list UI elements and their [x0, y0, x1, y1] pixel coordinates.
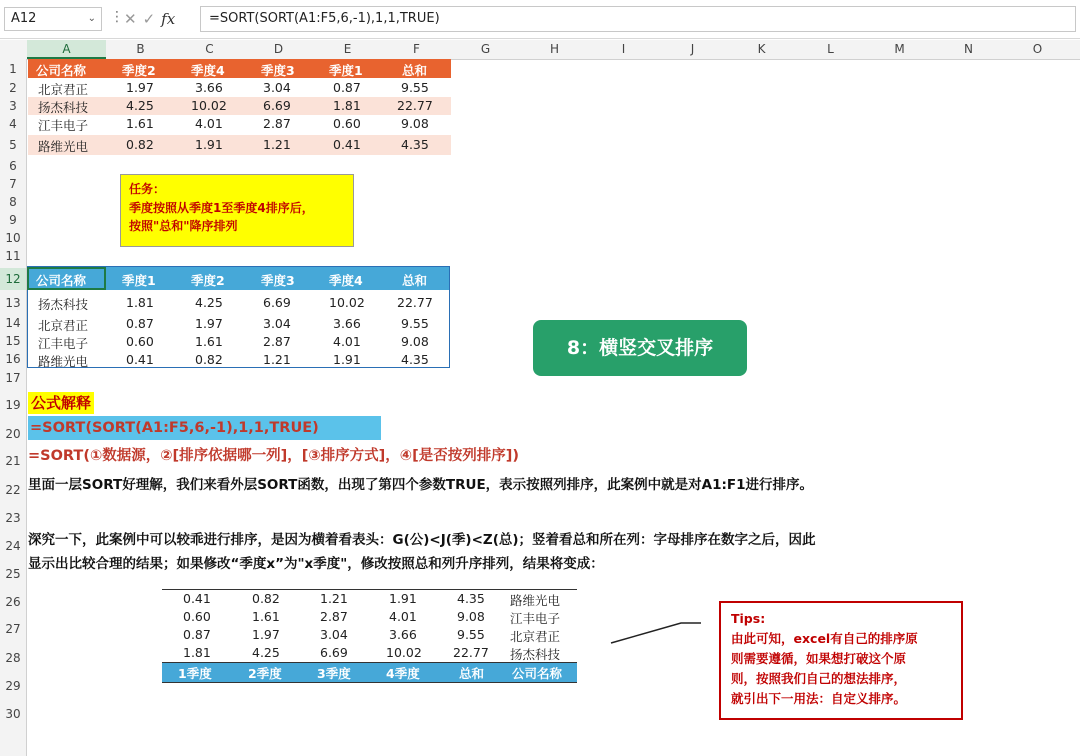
- table-cell[interactable]: 3.66: [389, 627, 417, 642]
- table-cell[interactable]: 4.25: [252, 645, 280, 660]
- table-cell[interactable]: 0.87: [333, 80, 361, 95]
- task-note: [120, 174, 354, 247]
- header-cell[interactable]: 季度2: [122, 63, 156, 78]
- table-cell[interactable]: 2.87: [320, 609, 348, 624]
- table-cell[interactable]: 江丰电子: [510, 611, 561, 626]
- table-cell[interactable]: 0.41: [183, 591, 211, 606]
- table-cell[interactable]: 2.87: [263, 116, 291, 131]
- table-cell[interactable]: 北京君正: [510, 629, 561, 644]
- col-header-c[interactable]: C: [205, 42, 214, 56]
- row-header[interactable]: 7: [9, 177, 17, 191]
- table-cell[interactable]: 1.21: [263, 137, 291, 152]
- tips-line: 由此可知，excel有自己的排序原: [731, 631, 918, 646]
- table-cell[interactable]: 路维光电: [38, 354, 89, 369]
- header-cell[interactable]: 季度3: [261, 63, 295, 78]
- header-cell[interactable]: 总和: [402, 273, 428, 288]
- row-header[interactable]: 3: [9, 99, 17, 113]
- row-header[interactable]: 21: [5, 454, 21, 468]
- table-cell[interactable]: 4.25: [126, 98, 154, 113]
- task-line: 按照"总和"降序排列: [129, 219, 238, 233]
- header-cell[interactable]: 季度4: [191, 63, 225, 78]
- connector-line: [606, 618, 706, 648]
- table-cell[interactable]: 0.41: [333, 137, 361, 152]
- header-cell[interactable]: 公司名称: [36, 63, 87, 78]
- table-cell[interactable]: 3.66: [195, 80, 223, 95]
- table-cell[interactable]: 北京君正: [38, 318, 89, 333]
- confirm-icon[interactable]: ✓: [142, 10, 162, 28]
- table-cell[interactable]: 路维光电: [510, 593, 561, 608]
- formula-icons: [124, 6, 194, 32]
- table-cell[interactable]: 3.04: [320, 627, 348, 642]
- col-header-m[interactable]: M: [894, 42, 905, 56]
- table-cell[interactable]: 4.35: [401, 137, 429, 152]
- explain-formula: =SORT(SORT(A1:F5,6,-1),1,1,TRUE): [28, 416, 381, 440]
- table-cell[interactable]: 4.35: [401, 352, 429, 367]
- col-header-a[interactable]: A: [27, 40, 106, 59]
- row-header[interactable]: 15: [5, 334, 21, 348]
- row-header[interactable]: 16: [5, 352, 21, 366]
- row-header[interactable]: 11: [5, 249, 21, 263]
- table-cell[interactable]: 1.97: [195, 316, 223, 331]
- table-band: [28, 97, 451, 115]
- row-header[interactable]: 6: [9, 159, 17, 173]
- task-line: 任务：: [129, 182, 166, 196]
- table-cell[interactable]: 4.01: [389, 609, 417, 624]
- table-header-row: [28, 59, 451, 78]
- table-cell[interactable]: 路维光电: [38, 139, 89, 154]
- function-icon[interactable]: fx: [161, 10, 176, 28]
- col-header-h[interactable]: H: [549, 42, 560, 56]
- col-header-k[interactable]: K: [757, 42, 766, 56]
- table-cell[interactable]: 1.91: [389, 591, 417, 606]
- col-header-b[interactable]: B: [136, 42, 145, 56]
- table-cell[interactable]: 1.21: [320, 591, 348, 606]
- header-cell[interactable]: 季度2: [191, 273, 225, 288]
- row-header[interactable]: 23: [5, 511, 21, 525]
- table-cell[interactable]: 6.69: [263, 98, 291, 113]
- table-cell[interactable]: 0.60: [183, 609, 211, 624]
- table-cell[interactable]: 4.01: [195, 116, 223, 131]
- col-header-i[interactable]: I: [621, 42, 626, 56]
- col-header-g[interactable]: G: [480, 42, 491, 56]
- table-cell[interactable]: 9.08: [401, 334, 429, 349]
- table-cell[interactable]: 0.60: [126, 334, 154, 349]
- tips-line: 就引出下一用法：自定义排序。: [731, 691, 907, 706]
- tips-box: [719, 601, 963, 720]
- header-cell[interactable]: 总和: [402, 63, 428, 78]
- task-line: 季度按照从季度1至季度4排序后，: [129, 201, 314, 215]
- row-header[interactable]: 2: [9, 81, 17, 95]
- table-cell[interactable]: 9.08: [401, 116, 429, 131]
- table-cell[interactable]: 1.61: [195, 334, 223, 349]
- table-cell[interactable]: 1.91: [333, 352, 361, 367]
- table-cell[interactable]: 1.81: [183, 645, 211, 660]
- chevron-down-icon[interactable]: ⌄: [87, 13, 96, 24]
- header-cell[interactable]: 季度4: [329, 273, 363, 288]
- header-cell[interactable]: 季度1: [329, 63, 363, 78]
- row-header[interactable]: 4: [9, 117, 17, 131]
- table-cell[interactable]: 1.81: [126, 295, 154, 310]
- explain-line: 深究一下，此案例中可以较乖进行排序，是因为横着看表头：G(公)<J(季)<Z(总)；竖着看总和所在列：字母排序在数字之后，因此: [28, 532, 816, 548]
- table-cell[interactable]: 0.87: [126, 316, 154, 331]
- header-cell[interactable]: 1季度: [178, 666, 212, 681]
- header-cell[interactable]: 2季度: [248, 666, 282, 681]
- explain-title: 公式解释: [28, 392, 94, 414]
- explain-line: 显示出比较合理的结果；如果修改“季度x”为"x季度"，修改按照总和列升序排列，结果将变成：: [28, 556, 604, 572]
- table-cell[interactable]: 1.21: [263, 352, 291, 367]
- row-header[interactable]: 10: [5, 231, 21, 245]
- header-cell[interactable]: 季度3: [261, 273, 295, 288]
- table-cell[interactable]: 0.41: [126, 352, 154, 367]
- row-header[interactable]: 9: [9, 213, 17, 227]
- table-cell[interactable]: 扬杰科技: [510, 647, 561, 662]
- row-header[interactable]: 28: [5, 651, 21, 665]
- row-header[interactable]: 24: [5, 539, 21, 553]
- table-cell[interactable]: 1.97: [252, 627, 280, 642]
- row-header[interactable]: 14: [5, 316, 21, 330]
- table-cell[interactable]: 9.08: [457, 609, 485, 624]
- col-header-n[interactable]: N: [964, 42, 973, 56]
- table-cell[interactable]: 1.91: [195, 137, 223, 152]
- table-cell[interactable]: 0.82: [126, 137, 154, 152]
- row-header[interactable]: 26: [5, 595, 21, 609]
- row-header[interactable]: 13: [5, 296, 21, 310]
- tips-line: 则，按照我们自己的想法排序，: [731, 671, 907, 686]
- table-cell[interactable]: 0.82: [252, 591, 280, 606]
- row-header[interactable]: 20: [5, 427, 21, 441]
- table-cell[interactable]: 4.35: [457, 591, 485, 606]
- table-cell[interactable]: 9.55: [457, 627, 485, 642]
- row-header[interactable]: 1: [9, 62, 17, 76]
- table-cell[interactable]: 扬杰科技: [38, 297, 89, 312]
- column-headers: [0, 40, 1080, 60]
- header-cell[interactable]: 总和: [459, 666, 485, 681]
- name-box-value: A12: [11, 11, 37, 26]
- table-cell[interactable]: 9.55: [401, 80, 429, 95]
- header-cell[interactable]: 季度1: [122, 273, 156, 288]
- topic-badge: 8：横竖交叉排序: [533, 320, 747, 376]
- table-cell[interactable]: 4.01: [333, 334, 361, 349]
- table-cell[interactable]: 10.02: [329, 295, 365, 310]
- table-cell[interactable]: 1.81: [333, 98, 361, 113]
- table-cell[interactable]: 1.61: [126, 116, 154, 131]
- name-box[interactable]: [4, 7, 102, 31]
- formula-bar: [0, 0, 1080, 39]
- col-header-o[interactable]: O: [1032, 42, 1043, 56]
- table-cell[interactable]: 22.77: [397, 98, 433, 113]
- col-header-d[interactable]: D: [273, 42, 284, 56]
- cancel-icon[interactable]: ✕: [124, 10, 143, 28]
- table-cell[interactable]: 0.82: [195, 352, 223, 367]
- table-cell[interactable]: 北京君正: [38, 82, 89, 97]
- header-cell[interactable]: 公司名称: [512, 666, 563, 681]
- table-cell[interactable]: 22.77: [453, 645, 489, 660]
- tips-title: Tips:: [731, 611, 766, 626]
- select-all-corner[interactable]: [0, 40, 26, 59]
- table-band: [28, 135, 451, 155]
- col-header-l[interactable]: L: [827, 42, 834, 56]
- table-cell[interactable]: 0.87: [183, 627, 211, 642]
- col-header-e[interactable]: E: [343, 42, 352, 56]
- row-header-selected[interactable]: 12: [0, 268, 26, 290]
- row-header[interactable]: 17: [5, 371, 21, 385]
- table-cell[interactable]: 6.69: [320, 645, 348, 660]
- header-cell[interactable]: 公司名称: [36, 273, 87, 288]
- row-header[interactable]: 25: [5, 567, 21, 581]
- table-cell[interactable]: 2.87: [263, 334, 291, 349]
- table-cell[interactable]: 10.02: [191, 98, 227, 113]
- table-cell[interactable]: 3.04: [263, 316, 291, 331]
- explain-line: 里面一层SORT好理解，我们来看外层SORT函数，出现了第四个参数TRUE，表示按照列排序，此案例中就是对A1:F1进行排序。: [28, 477, 814, 493]
- more-icon: ⋮: [110, 9, 124, 25]
- table-cell[interactable]: 22.77: [397, 295, 433, 310]
- table-cell[interactable]: 扬杰科技: [38, 100, 89, 115]
- row-header[interactable]: 5: [9, 138, 17, 152]
- table-cell[interactable]: 1.97: [126, 80, 154, 95]
- table-cell[interactable]: 3.04: [263, 80, 291, 95]
- table-cell[interactable]: 江丰电子: [38, 118, 89, 133]
- table-cell[interactable]: 1.61: [252, 609, 280, 624]
- col-header-f[interactable]: F: [413, 42, 420, 56]
- col-header-j[interactable]: J: [690, 42, 695, 56]
- row-header[interactable]: 29: [5, 679, 21, 693]
- row-header[interactable]: 30: [5, 707, 21, 721]
- explain-params: =SORT(①数据源，②[排序依据哪一列]，[③排序方式]，④[是否按列排序]): [28, 448, 519, 464]
- table-cell[interactable]: 10.02: [386, 645, 422, 660]
- header-cell[interactable]: 3季度: [317, 666, 351, 681]
- table-cell[interactable]: 4.25: [195, 295, 223, 310]
- row-header[interactable]: 19: [5, 398, 21, 412]
- row-header[interactable]: 8: [9, 195, 17, 209]
- header-cell[interactable]: 4季度: [386, 666, 420, 681]
- row-header[interactable]: 27: [5, 622, 21, 636]
- table-cell[interactable]: 6.69: [263, 295, 291, 310]
- formula-input[interactable]: =SORT(SORT(A1:F5,6,-1),1,1,TRUE): [200, 6, 1076, 32]
- table-cell[interactable]: 0.60: [333, 116, 361, 131]
- table-cell[interactable]: 江丰电子: [38, 336, 89, 351]
- row-header[interactable]: 22: [5, 483, 21, 497]
- source-table: [28, 59, 451, 155]
- table-cell[interactable]: 9.55: [401, 316, 429, 331]
- tips-line: 则需要遵循，如果想打破这个原: [731, 651, 907, 666]
- table-cell[interactable]: 3.66: [333, 316, 361, 331]
